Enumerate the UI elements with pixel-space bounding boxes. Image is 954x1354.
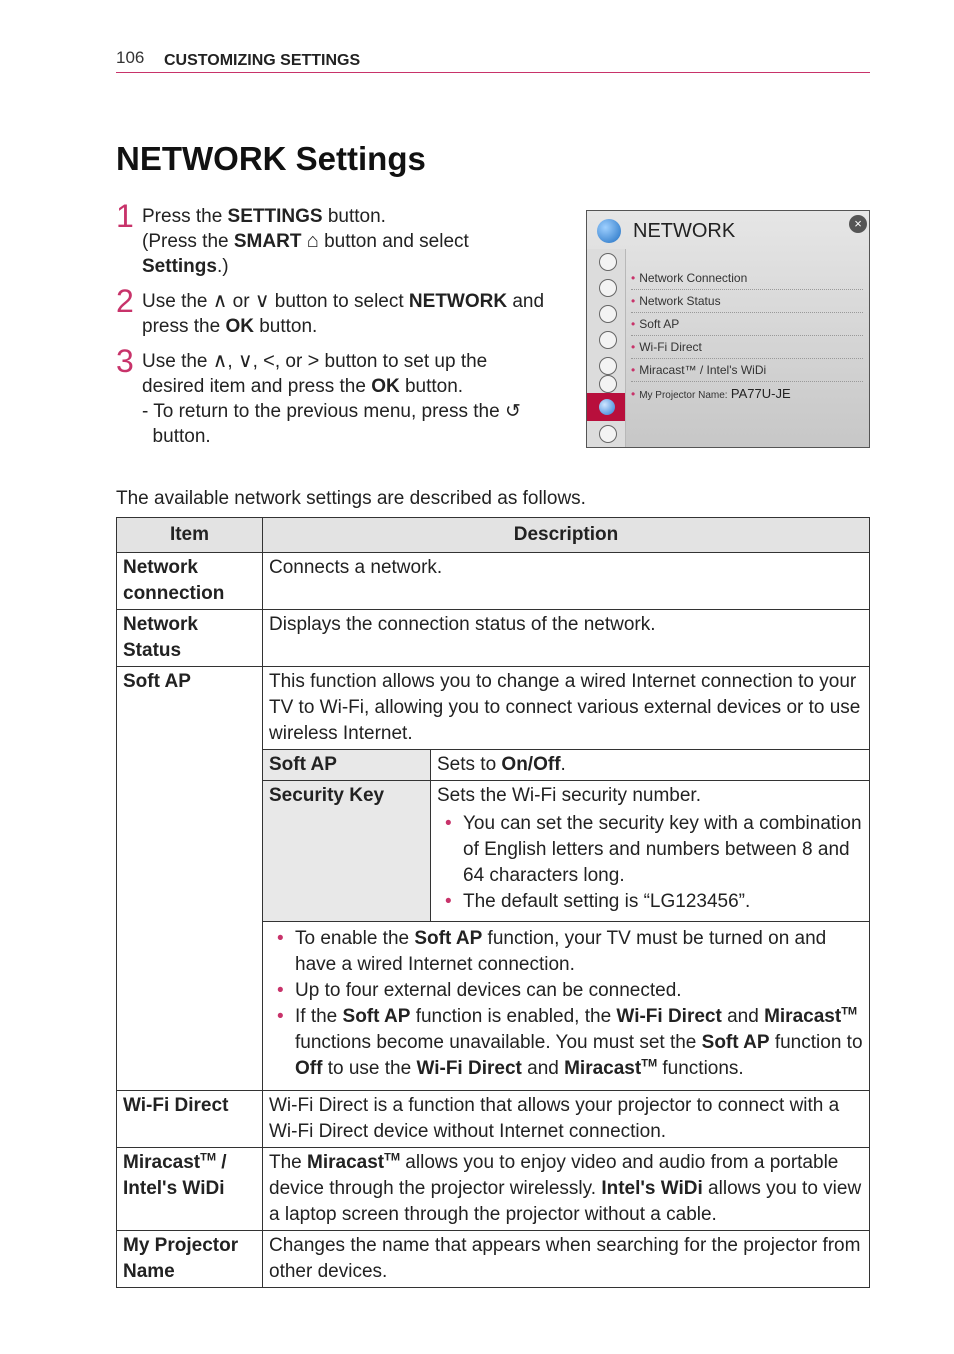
- soft-ap-desc: This function allows you to change a wired Internet connection to your TV to Wi-Fi, allowing you to connect various external devices or to use wireless Internet.: [269, 671, 861, 744]
- list-item: • You can set the security key with a combination of English letters and numbers between 8 and 64 characters long.: [445, 813, 862, 886]
- sub-item-cell: Soft AP: [263, 750, 431, 781]
- step-number: 1: [116, 198, 134, 234]
- menu-item[interactable]: • Miracast™ / Intel's WiDi: [631, 363, 767, 377]
- right-arrow-icon: >: [307, 350, 320, 372]
- up-arrow-icon: ∧: [212, 290, 228, 312]
- security-key-notes: [437, 811, 863, 915]
- intro-text: The available network settings are described as follows.: [116, 488, 586, 509]
- menu-item[interactable]: • Network Status: [631, 294, 721, 308]
- description-cell: [263, 667, 870, 1091]
- item-cell: Wi-Fi Direct: [117, 1091, 263, 1148]
- table-row: [117, 1148, 870, 1231]
- menu-title: NETWORK: [633, 220, 736, 242]
- list-item: • Up to four external devices can be connected.: [277, 980, 682, 1001]
- setup-icon[interactable]: [599, 305, 617, 323]
- table-row: [117, 667, 870, 1091]
- step-text: Use the ∧, ∨, <, or > button to set up the desired item and press the OK button. - To return to the previous menu, press the ↺ button.: [142, 350, 521, 447]
- menu-header: [587, 211, 869, 249]
- column-header-item: Item: [117, 518, 263, 553]
- subtable-row: [263, 750, 869, 781]
- section-label: CUSTOMIZING SETTINGS: [164, 52, 361, 69]
- item-cell: Network connection: [117, 553, 263, 610]
- table-row: [117, 610, 870, 667]
- menu-sidebar: [587, 249, 626, 447]
- security-key-desc: Sets the Wi-Fi security number.: [437, 785, 701, 806]
- step-number: 2: [116, 283, 134, 319]
- soft-ap-subtable: [263, 749, 869, 1090]
- table-row: [117, 1091, 870, 1148]
- soft-ap-notes: [269, 926, 863, 1082]
- list-item: • If the Soft AP function is enabled, the Wi-Fi Direct and Miracast™ functions become unavailable. You must set the Soft AP function to Off to use the Wi-Fi Direct and Miracast™ functions.: [277, 1005, 863, 1079]
- time-icon[interactable]: [599, 331, 617, 349]
- list-item: • The default setting is “LG123456”.: [445, 891, 751, 912]
- sub-description-cell: [431, 781, 870, 922]
- subtable-row: [263, 781, 869, 922]
- down-arrow-icon: ∨: [254, 290, 270, 312]
- picture-icon[interactable]: [599, 253, 617, 271]
- menu-item[interactable]: • Wi-Fi Direct: [631, 340, 702, 354]
- description-cell: The Miracast™ allows you to enjoy video and audio from a portable device through the projector wirelessly. Intel's WiDi allows you to view a laptop screen through the projector without a cable.: [263, 1148, 870, 1231]
- left-arrow-icon: <: [263, 350, 275, 372]
- step-text: Use the ∧ or ∨ button to select NETWORK and press the OK button.: [142, 290, 545, 337]
- description-cell: Connects a network.: [263, 553, 870, 610]
- soft-ap-notes-cell: [263, 922, 869, 1091]
- item-cell: My Projector Name: [117, 1231, 263, 1288]
- settings-table: [116, 517, 870, 1288]
- home-icon: ⌂: [306, 230, 319, 252]
- network-icon: [599, 399, 615, 415]
- description-cell: Wi-Fi Direct is a function that allows your projector to connect with a Wi-Fi Direct device without Internet connection.: [263, 1091, 870, 1148]
- lock-icon[interactable]: [599, 357, 617, 375]
- item-cell: Soft AP: [117, 667, 263, 1091]
- sound-icon[interactable]: [599, 279, 617, 297]
- table-row: [117, 1231, 870, 1288]
- step-text: Press the SETTINGS button. (Press the SMART ⌂ button and select Settings.): [142, 206, 469, 277]
- item-cell: Miracast™ / Intel's WiDi: [117, 1148, 263, 1231]
- help-icon[interactable]: [599, 425, 617, 443]
- description-cell: Displays the connection status of the network.: [263, 610, 870, 667]
- item-cell: Network Status: [117, 610, 263, 667]
- sub-item-cell: Security Key: [263, 781, 431, 922]
- menu-item[interactable]: • My Projector Name: PA77U-JE: [631, 386, 791, 401]
- menu-list: [631, 263, 865, 449]
- up-arrow-icon: ∧: [212, 350, 228, 372]
- page-title: NETWORK Settings: [116, 140, 426, 177]
- step-number: 3: [116, 343, 134, 379]
- menu-item[interactable]: • Network Connection: [631, 271, 748, 285]
- menu-item[interactable]: • Soft AP: [631, 317, 680, 331]
- option-icon[interactable]: [599, 375, 617, 393]
- globe-icon: [597, 219, 621, 243]
- network-menu-screenshot: [586, 210, 870, 448]
- table-row: [117, 553, 870, 610]
- down-arrow-icon: ∨: [237, 350, 253, 372]
- page-number: 106: [116, 48, 145, 67]
- column-header-description: Description: [263, 518, 870, 553]
- page-header: [116, 46, 870, 73]
- description-cell: Changes the name that appears when searching for the projector from other devices.: [263, 1231, 870, 1288]
- table-header-row: [117, 518, 870, 553]
- close-icon[interactable]: ×: [849, 215, 867, 233]
- back-icon: ↺: [504, 401, 521, 422]
- subtable-row: [263, 922, 869, 1091]
- sub-description-cell: Sets to On/Off.: [431, 750, 870, 781]
- list-item: • To enable the Soft AP function, your TV must be turned on and have a wired Internet connection.: [277, 928, 827, 975]
